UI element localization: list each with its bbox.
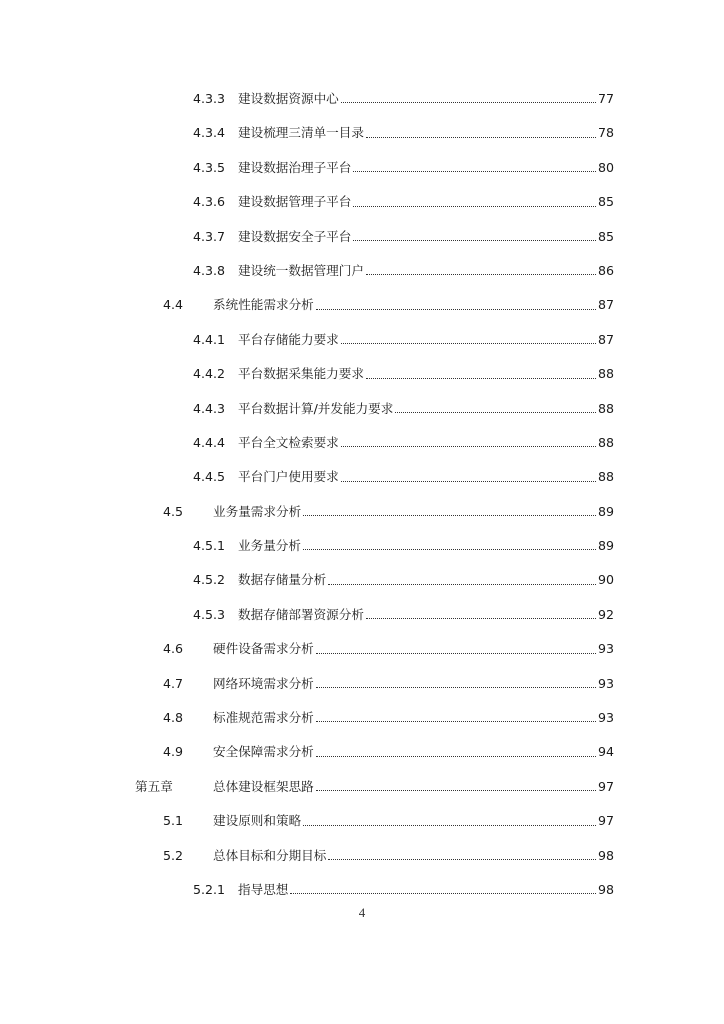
toc-leader-dots — [341, 481, 596, 482]
toc-entry[interactable] — [0, 151, 724, 185]
toc-entry-title: 平台全文检索要求 — [238, 434, 339, 450]
toc-entry-number: 4.3.4 — [193, 125, 226, 141]
toc-entry-number: 4.4.3 — [193, 400, 226, 416]
toc-entry-title: 建设数据资源中心 — [238, 91, 339, 106]
toc-entry-number: 4.5.2 — [193, 572, 226, 588]
toc-entry[interactable] — [0, 839, 724, 873]
toc-entry[interactable] — [0, 529, 724, 563]
toc-leader-dots — [395, 412, 596, 413]
toc-entry[interactable] — [0, 82, 724, 116]
toc-entry[interactable] — [0, 460, 724, 494]
toc-entry-page: 88 — [597, 469, 614, 485]
toc-leader-dots — [303, 825, 596, 826]
toc-entry-page: 93 — [597, 710, 614, 726]
toc-entry-page: 93 — [597, 675, 614, 691]
toc-entry-number: 5.2 — [163, 847, 184, 863]
page-number: 4 — [358, 905, 366, 920]
toc-leader-dots — [316, 309, 596, 310]
toc-entry-title: 平台门户使用要求 — [238, 469, 339, 485]
toc-leader-dots — [316, 721, 596, 722]
toc-leader-dots — [303, 515, 596, 516]
toc-leader-dots — [316, 653, 596, 654]
toc-leader-dots — [316, 687, 596, 688]
toc-entry-number: 4.3.7 — [193, 228, 226, 244]
toc-entry-page: 92 — [597, 606, 614, 622]
toc-entry-number: 4.5.3 — [193, 606, 226, 622]
toc-leader-dots — [328, 584, 596, 585]
toc-entry-number: 4.5 — [163, 503, 184, 519]
toc-entry-number: 4.3.5 — [193, 159, 226, 175]
toc-entry[interactable] — [0, 392, 724, 426]
toc-entry-number: 4.8 — [163, 710, 184, 726]
toc-entry-number: 4.6 — [163, 641, 184, 657]
toc-entry-number: 4.4 — [163, 297, 184, 313]
toc-entry-number: 4.4.1 — [193, 331, 226, 347]
toc-entry-title: 硬件设备需求分析 — [213, 641, 314, 657]
toc-entry[interactable] — [0, 598, 724, 632]
toc-entry[interactable] — [0, 426, 724, 460]
toc-leader-dots — [366, 274, 596, 275]
toc-entry[interactable] — [0, 563, 724, 597]
toc-entry-page: 86 — [597, 262, 614, 278]
toc-leader-dots — [353, 206, 596, 207]
toc-entry[interactable] — [0, 873, 724, 907]
toc-entry-page: 94 — [597, 744, 614, 760]
toc-entry-page: 85 — [597, 194, 614, 210]
toc-entry-number: 4.4.5 — [193, 469, 226, 485]
toc-entry-title: 建设原则和策略 — [213, 813, 302, 829]
toc-entry-title: 建设数据安全子平台 — [238, 228, 352, 244]
toc-leader-dots — [341, 343, 596, 344]
toc-entry-number: 4.3.3 — [193, 91, 226, 106]
toc-entry-title: 平台数据计算/并发能力要求 — [238, 400, 394, 416]
toc-entry-number: 第五章 — [135, 778, 173, 794]
toc-entry-page: 90 — [597, 572, 614, 588]
toc-entry-title: 数据存储量分析 — [238, 572, 327, 588]
toc-entry[interactable] — [0, 495, 724, 529]
toc-entry-title: 平台存储能力要求 — [238, 331, 339, 347]
toc-entry-title: 业务量需求分析 — [213, 503, 302, 519]
toc-entry-page: 98 — [597, 847, 614, 863]
toc-entry[interactable] — [0, 254, 724, 288]
toc-entry-page: 87 — [597, 297, 614, 313]
toc-entry-page: 97 — [597, 813, 614, 829]
toc-entry-number: 4.3.6 — [193, 194, 226, 210]
toc-entry-title: 建设数据管理子平台 — [238, 194, 352, 210]
toc-leader-dots — [341, 102, 596, 103]
toc-entry-page: 97 — [597, 778, 614, 794]
toc-entry-number: 4.5.1 — [193, 538, 226, 554]
toc-entry[interactable] — [0, 667, 724, 701]
toc-entry[interactable] — [0, 357, 724, 391]
toc-entry-title: 建设统一数据管理门户 — [238, 262, 364, 278]
toc-entry-title: 安全保障需求分析 — [213, 744, 314, 760]
toc-entry[interactable] — [0, 220, 724, 254]
table-of-contents — [0, 82, 724, 907]
toc-entry-number: 5.2.1 — [193, 881, 226, 897]
toc-entry-page: 80 — [597, 159, 614, 175]
toc-leader-dots — [366, 137, 596, 138]
toc-entry-title: 数据存储部署资源分析 — [238, 606, 364, 622]
toc-entry[interactable] — [0, 323, 724, 357]
toc-leader-dots — [328, 859, 596, 860]
toc-entry-title: 业务量分析 — [238, 538, 301, 554]
toc-leader-dots — [316, 790, 596, 791]
toc-entry[interactable] — [0, 116, 724, 150]
toc-leader-dots — [316, 756, 596, 757]
toc-entry-page: 88 — [597, 400, 614, 416]
toc-entry-page: 88 — [597, 366, 614, 382]
toc-entry-number: 4.3.8 — [193, 262, 226, 278]
toc-entry-number: 4.7 — [163, 675, 184, 691]
toc-entry-title: 平台数据采集能力要求 — [238, 366, 364, 382]
toc-entry-page: 93 — [597, 641, 614, 657]
toc-leader-dots — [353, 171, 596, 172]
toc-leader-dots — [290, 893, 596, 894]
toc-leader-dots — [341, 446, 596, 447]
toc-entry-number: 4.9 — [163, 744, 184, 760]
toc-entry[interactable] — [0, 735, 724, 769]
toc-entry-title: 建设数据治理子平台 — [238, 159, 352, 175]
toc-leader-dots — [366, 378, 596, 379]
toc-entry-title: 网络环境需求分析 — [213, 675, 314, 691]
toc-entry-title: 建设梳理三清单一目录 — [238, 125, 364, 141]
toc-entry-page: 77 — [597, 91, 614, 106]
toc-entry-page: 88 — [597, 434, 614, 450]
toc-entry-page: 89 — [597, 503, 614, 519]
toc-entry-title: 指导思想 — [238, 881, 289, 897]
toc-entry-page: 98 — [597, 881, 614, 897]
toc-entry-number: 4.4.2 — [193, 366, 226, 382]
toc-entry[interactable] — [0, 185, 724, 219]
toc-entry-title: 系统性能需求分析 — [213, 297, 314, 313]
toc-entry-page: 87 — [597, 331, 614, 347]
toc-entry-title: 总体目标和分期目标 — [213, 847, 327, 863]
toc-entry-number: 5.1 — [163, 813, 184, 829]
toc-leader-dots — [366, 618, 596, 619]
toc-leader-dots — [353, 240, 596, 241]
toc-leader-dots — [303, 549, 596, 550]
toc-entry-page: 89 — [597, 538, 614, 554]
toc-entry-page: 78 — [597, 125, 614, 141]
toc-entry-page: 85 — [597, 228, 614, 244]
toc-entry[interactable] — [0, 770, 724, 804]
toc-entry-number: 4.4.4 — [193, 434, 226, 450]
toc-entry-title: 总体建设框架思路 — [213, 778, 314, 794]
toc-entry-title: 标准规范需求分析 — [213, 710, 314, 726]
toc-entry[interactable] — [0, 804, 724, 838]
toc-entry[interactable] — [0, 701, 724, 735]
toc-entry[interactable] — [0, 288, 724, 322]
toc-entry[interactable] — [0, 632, 724, 666]
